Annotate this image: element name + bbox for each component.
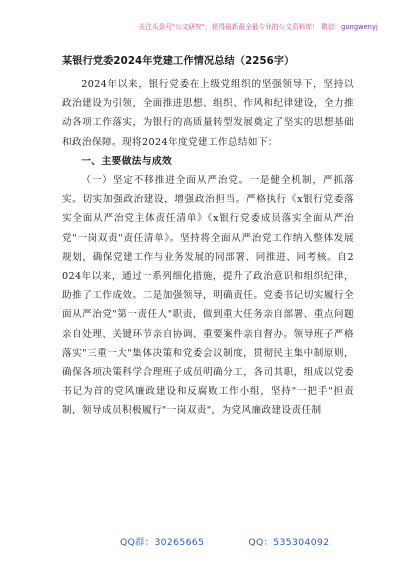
document-content <box>62 52 354 421</box>
footer-qq-group: QQ群：30265665 <box>120 537 205 548</box>
footer-qq-number: QQ：535304092 <box>248 537 330 548</box>
intro-paragraph: 2024年以来，银行党委在上级党组织的坚强领导下，坚持以政治建设为引领，全面推进思想、组织、作风和纪律建设，全力推动各项工作落实，为银行的高质量转型发展奠定了坚实的思想基础和政治保障。现将2024年度党建工作总结如下： <box>62 79 354 148</box>
section-heading: 一、主要做法与成效 <box>81 155 173 167</box>
section-body-paragraph: （一）坚定不移推进全面从严治党。一是健全机制，严抓落实。切实加强政治建设，增强政治担当。严格执行《x银行党委落实全面从严治党主体责任清单》《x银行党委成员落实全面从严治党"一岗双责"责任清单》。坚持将全面从严治党工作纳入整体发展规划，确保党建工作与业务发展的同部署、同推进、同考核。自2024年以来，通过一系列细化措施，提升了政治意识和组织纪律，助推了工作成效。二是加强领导，明确责任。党委书记切实履行全面从严治党"第一责任人"职责，做到重大任务亲自部署、重点问题亲自处理、关键环节亲自协调、重要案件亲自督办。领导班子严格落实"三重一大"集体决策和党委会议制度，贯彻民主集中制原则，确保各项决策科学合理班子成员明确分工，各司其职，组成以党委书记为首的党风廉政建设和反腐败工作小组，坚持"一把手"担责制，领导成员积极履行"一岗双责"，为党风廉政建设责任制 <box>62 175 354 417</box>
header-promo-note <box>40 21 378 31</box>
header-promo-text: 关注头条号"公文研究"，获得最新最全最专业的公文资料库！ 微信： <box>138 23 342 31</box>
footer-contact <box>120 534 329 548</box>
header-wechat-id: gongwenyj <box>341 23 378 31</box>
document-title: 某银行党委2024年党建工作情况总结（2256字） <box>62 56 295 67</box>
